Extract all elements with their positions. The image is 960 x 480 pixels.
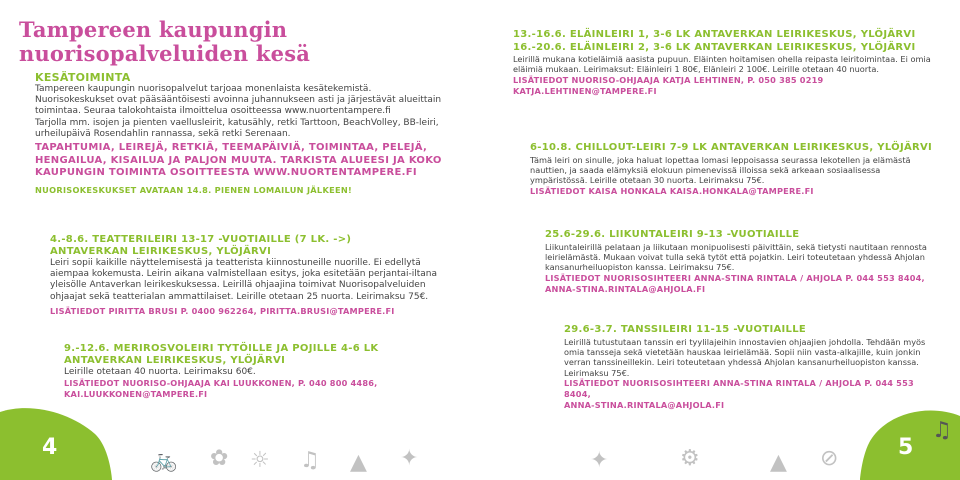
kesatoiminta-intro: Tampereen kaupungin nuorisopalvelut tarjoaa monenlaista kesätekemistä.	[35, 84, 372, 94]
elainleiri-section	[513, 29, 943, 97]
tanssileiri-text: Leirillä tutustutaan tanssin eri tyylilajeihin innostavien ohjaajien johdolla. Tehdään myös omia tansseja sekä vietetään hauskaa leirielämää. Sopii niin vasta-alkajille, kuin jonkin verran tanssineillekin. Leiri toteutetaan yhdessä Ahjolan kansanurheiluopiston kanssa. Leirimaksu 75€.	[564, 336, 926, 378]
teatterileiri-info: LISÄTIEDOT PIRITTA BRUSI P. 0400 962264, PIRITTA.BRUSI@TAMPERE.FI	[50, 305, 395, 316]
racket-icon: ⊘	[820, 446, 839, 471]
title-line-2: nuorisopalveluiden kesä	[19, 41, 311, 66]
elainleiri-text: Leirillä mukana kotieläimiä aasista pupuun. Eläinten hoitamisen ohella reipasta leiritoimintaa. Ei omia eläimiä mukaan. Leirimaksut: Eläinleiri 1 80€, Elänleiri 2 100€. Leirille otetaan 40 nuorta.	[513, 54, 931, 75]
title-line-1: Tampereen kaupungin	[19, 17, 288, 42]
bike-icon: ⚙	[680, 446, 700, 471]
merirosvoleiri-section	[64, 343, 444, 400]
tanssileiri-email: ANNA-STINA.RINTALA@AHJOLA.FI	[564, 400, 725, 411]
tree-icon: ▲	[770, 450, 787, 475]
tanssileiri-info-line: LISÄTIEDOT NUORISOSIHTEERI ANNA-STINA RINTALA / AHJOLA P. 044 553 8404,	[564, 378, 914, 400]
sun-icon: ☼	[250, 448, 270, 473]
chillout-heading: 6-10.8. CHILLOUT-LEIRI 7-9 LK ANTAVERKAN LEIRIKESKUS, YLÖJÄRVI	[530, 142, 933, 153]
liikuntaleiri-info-line: LISÄTIEDOT NUORISOSIHTEERI ANNA-STINA RINTALA / AHJOLA P. 044 553 8404,	[545, 272, 925, 283]
elainleiri-email: KATJA.LEHTINEN@TAMPERE.FI	[513, 85, 657, 96]
chillout-text: Tämä leiri on sinulle, joka haluat lopettaa lomasi leppoisassa seurassa lekotellen ja elämästä nauttien, ja saada elämyksiä elokuun pimenevissä illoissa sekä arkeaan sosiaalisessa ympäristössä. Leirille otetaan 30 nuorta. Leirimaksu 75€.	[530, 154, 911, 186]
teatterileiri-text: Leiri sopii kaikille näyttelemisestä ja teatterista kiinnostuneille nuorille. Ei edellytä aiempaa kokemusta. Leirin aikana valmistellaan esitys, joka esitetään perjantai-iltana yleisölle Antaverkan leirikeskuksessa. Leirillä ohjaajina toimivat Nuorisopalveluiden ohjaajat sekä teatterialan ammattilaiset. Leirille otetaan 25 nuorta. Leirimaksu 75€.	[50, 258, 438, 302]
bottom-decoration-right	[480, 402, 960, 480]
merirosvoleiri-place: ANTAVERKAN LEIRIKESKUS, YLÖJÄRVI	[64, 355, 286, 366]
elainleiri-info-line: LISÄTIEDOT NUORISO-OHJAAJA KATJA LEHTINEN, P. 050 385 0219	[513, 74, 824, 85]
chillout-section	[530, 142, 940, 197]
page-number-left: 4	[42, 435, 58, 460]
liikuntaleiri-heading: 25.6-29.6. LIIKUNTALEIRI 9-13 -VUOTIAILLE	[545, 229, 800, 240]
kesatoiminta-centres: Nuorisokeskukset ovat pääsääntöisesti avoinna juhannukseen asti ja järjestävät alueittain toimintaa. Seuraa talokohtaista ilmoittelua osoitteessa www.nuortentampere.fi	[35, 95, 442, 117]
kesatoiminta-section	[35, 71, 455, 196]
elainleiri-info	[513, 75, 943, 97]
music-note-icon: ♫	[932, 418, 952, 443]
merirosvoleiri-info	[64, 378, 444, 400]
teatterileiri-place: ANTAVERKAN LEIRIKESKUS, YLÖJÄRVI	[50, 246, 272, 257]
page-title	[19, 18, 310, 66]
merirosvoleiri-email: KAI.LUUKKONEN@TAMPERE.FI	[64, 389, 208, 400]
teatterileiri-heading: 4.-8.6. TEATTERILEIRI 13-17 -VUOTIAILLE (7 LK. ->)	[50, 234, 352, 245]
right-page	[480, 0, 960, 480]
music-note-icon: ♫	[300, 448, 320, 473]
liikuntaleiri-email: ANNA-STINA.RINTALA@AHJOLA.FI	[545, 283, 706, 294]
kesatoiminta-offer: Tarjolla mm. isojen ja pienten vaellusleirit, katusähly, retki Tarttoon, BeachVolley, BB-leiri, urheilupäivä Rosendahlin rannassa, sekä retki Serenaan.	[35, 117, 439, 139]
page-number-right: 5	[898, 435, 914, 460]
merirosvoleiri-heading: 9.-12.6. MERIROSVOLEIRI TYTÖILLE JA POJILLE 4-6 LK	[64, 343, 379, 354]
ice-cream-icon: ✿	[210, 446, 229, 471]
liikuntaleiri-section	[545, 229, 940, 295]
tree-icon: ▲	[350, 450, 367, 475]
bike-icon: 🚲	[150, 448, 178, 473]
merirosvoleiri-info-line: LISÄTIEDOT NUORISO-OHJAAJA KAI LUUKKONEN, P. 040 800 4486,	[64, 378, 378, 389]
liikuntaleiri-text: Liikuntaleirillä pelataan ja liikutaan monipuolisesti päivittäin, sekä tietysti nautitaan rennosta leirielämästä. Mukaan voivat tulla sekä tytöt että pojatkin. Leiri toteutetaan yhdessä Ahjolan kansanurheiluopiston kanssa. Leirimaksu 75€.	[545, 241, 927, 273]
merirosvoleiri-text: Leirille otetaan 40 nuorta. Leirimaksu 60€.	[64, 367, 256, 377]
tanssileiri-section	[564, 324, 940, 411]
liikuntaleiri-info	[545, 273, 940, 295]
chillout-info: LISÄTIEDOT KAISA HONKALA KAISA.HONKALA@TAMPERE.FI	[530, 185, 814, 196]
elainleiri-1-heading: 13.-16.6. ELÄINLEIRI 1, 3-6 LK ANTAVERKAN LEIRIKESKUS, YLÖJÄRVI	[513, 29, 916, 40]
kesatoiminta-highlight: TAPAHTUMIA, LEIREJÄ, RETKIÄ, TEEMAPÄIVIÄ, TOIMINTAA, PELEJÄ, HENGAILUA, KISAILUA JA PALJON MUUTA. TARKISTA ALUEESI JA KOKO KAUPUNGIN TOIMINTA OSOITTEESTA WWW.NUORTENTAMPERE.FI	[35, 142, 442, 179]
shoe-icon: ✦	[590, 448, 609, 473]
shoe-icon: ✦	[400, 446, 419, 471]
kesatoiminta-heading: KESÄTOIMINTA	[35, 71, 131, 84]
elainleiri-2-heading: 16.-20.6. ELÄINLEIRI 2, 3-6 LK ANTAVERKAN LEIRIKESKUS, YLÖJÄRVI	[513, 41, 916, 53]
tanssileiri-heading: 29.6-3.7. TANSSILEIRI 11-15 -VUOTIAILLE	[564, 324, 806, 335]
teatterileiri-section	[50, 234, 450, 317]
kesatoiminta-note: NUORISOKESKUKSET AVATAAN 14.8. PIENEN LOMAILUN JÄLKEEN!	[35, 184, 353, 195]
